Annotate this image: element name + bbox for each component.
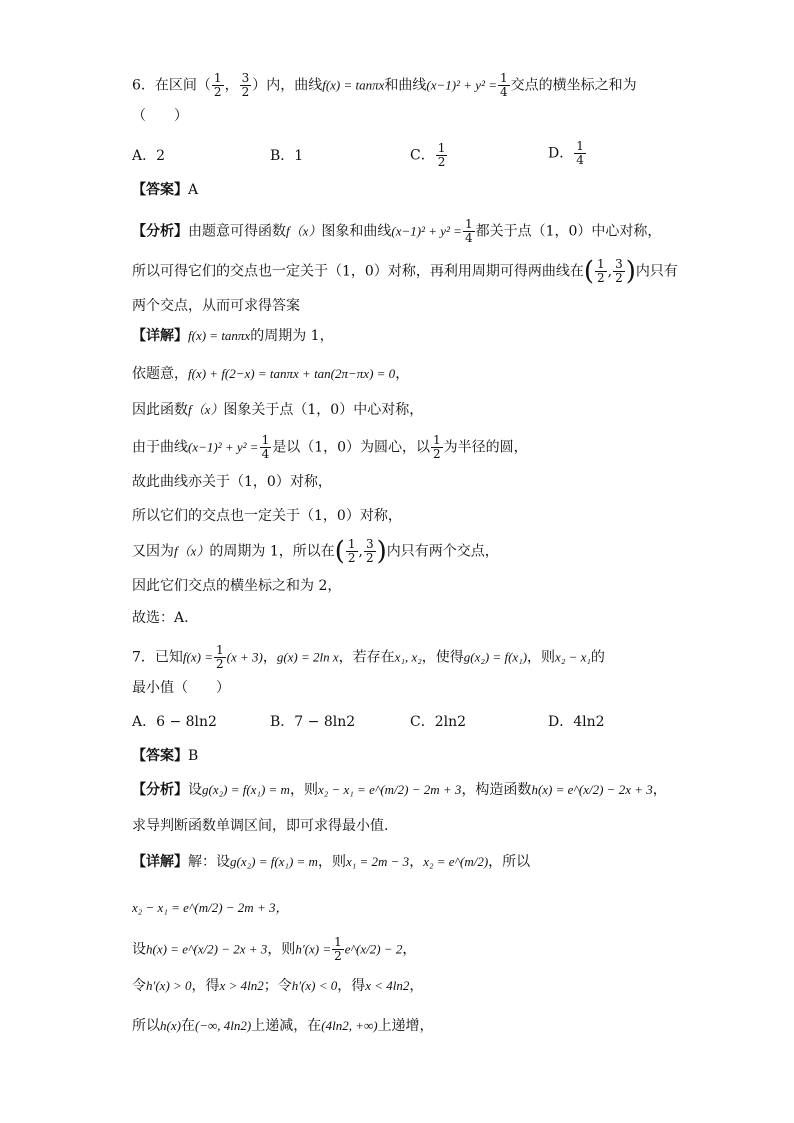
q6-detail-line-8: 因此它们交点的横坐标之和为 2， <box>132 578 342 594</box>
q6-stem: 6．在区间（ $\frac{1}{2}$ ， $\frac{3}{2}$ ）内，曲线f(x) = tanπx和曲线(x−1)² + y² = $\frac{1}{4}$ 交点的横坐标之和为 <box>132 71 637 99</box>
q7-answer: 【答案】B <box>132 748 199 764</box>
q6-option-b: B．1 <box>270 148 304 164</box>
q6-paren: （ ） <box>132 108 188 124</box>
q7-analysis-line-2: 求导判断函数单调区间，即可求得最小值. <box>132 818 389 834</box>
q6-f-expr: f(x) = tanπx <box>322 77 385 93</box>
q6-detail-line-2: 依题意，f(x) + f(2−x) = tanπx + tan(2π−πx) = 0， <box>132 366 410 382</box>
q7-option-d: D．4ln2 <box>548 714 605 730</box>
q6-circle-expr: (x−1)² + y² = <box>426 77 497 93</box>
q6-analysis-line-2: 所以可得它们的交点也一定关于（1，0）对称，再利用周期可得两曲线在( $\frac{1}{2}$ , $\frac{3}{2}$ )内只有 <box>132 256 678 287</box>
q6-answer: 【答案】A <box>132 182 199 198</box>
q7-option-b: B．7 − 8ln2 <box>270 714 356 730</box>
q6-stem-pre: 6．在区间（ <box>132 77 211 94</box>
q6-detail-line-4: 由于曲线(x−1)² + y² = $\frac{1}{4}$ 是以（1，0）为圆心，以 $\frac{1}{2}$ 为半径的圆， <box>132 433 528 461</box>
q6-analysis-line-1: 【分析】由题意可得函数f（x）图象和曲线(x−1)² + y² = $\frac{1}{4}$ 都关于点（1，0）中心对称， <box>132 217 662 245</box>
frac-1-2: $\frac{1}{2}$ <box>213 71 222 99</box>
q6-detail-line-1: 【详解】f(x) = tanπx的周期为 1， <box>132 328 334 344</box>
q7-detail-line-1: 【详解】解：设g(x₂) = f(x₁) = m，则x₁ = 2m − 3，x₂ = e^(m/2)，所以 <box>132 854 531 870</box>
q6-option-a: A．2 <box>132 148 166 164</box>
q7-detail-line-3: 设h(x) = e^(x/2) − 2x + 3，则h′(x) = $\frac{1}{2}$ e^(x/2) − 2， <box>132 935 417 963</box>
q7-detail-line-2: x₂ − x₁ = e^(m/2) − 2m + 3， <box>132 900 289 915</box>
q6-option-c: C． $\frac{1}{2}$ <box>410 141 446 169</box>
q7-analysis-line-1: 【分析】设g(x₂) = f(x₁) = m，则x₂ − x₁ = e^(m/2) − 2m + 3，构造函数h(x) = e^(x/2) − 2x + 3， <box>132 782 667 798</box>
q6-detail-line-5: 故此曲线亦关于（1，0）对称， <box>132 474 332 490</box>
q7-stem: 7．已知f(x) = $\frac{1}{2}$ (x + 3)，g(x) = 2ln x，若存在x₁, x₂，使得g(x₂) = f(x₁)，则x₂ − x₁的 <box>132 643 605 671</box>
q7-detail-line-5: 所以h(x)在(−∞, 4ln2)上递减，在(4ln2, +∞)上递增， <box>132 1018 434 1034</box>
q6-detail-line-6: 所以它们的交点也一定关于（1，0）对称， <box>132 508 402 524</box>
q7-stem-line-2: 最小值（ ） <box>132 680 230 696</box>
q6-detail-line-9: 故选：A. <box>132 610 189 626</box>
q7-detail-line-4: 令h′(x) > 0，得x > 4ln2；令h′(x) < 0，得x < 4ln2， <box>132 978 424 994</box>
q6-analysis-line-3: 两个交点，从而可求得答案 <box>132 298 300 314</box>
q7-option-c: C．2ln2 <box>410 714 467 730</box>
frac-3-2: $\frac{3}{2}$ <box>241 71 250 99</box>
q6-detail-line-7: 又因为f（x）的周期为 1，所以在( $\frac{1}{2}$ , $\frac{3}{2}$ )内只有两个交点， <box>132 536 499 567</box>
q6-detail-line-3: 因此函数f（x）图象关于点（1，0）中心对称， <box>132 402 424 418</box>
q7-option-a: A．6 − 8ln2 <box>132 714 217 730</box>
q6-option-d: D． $\frac{1}{4}$ <box>548 139 584 167</box>
